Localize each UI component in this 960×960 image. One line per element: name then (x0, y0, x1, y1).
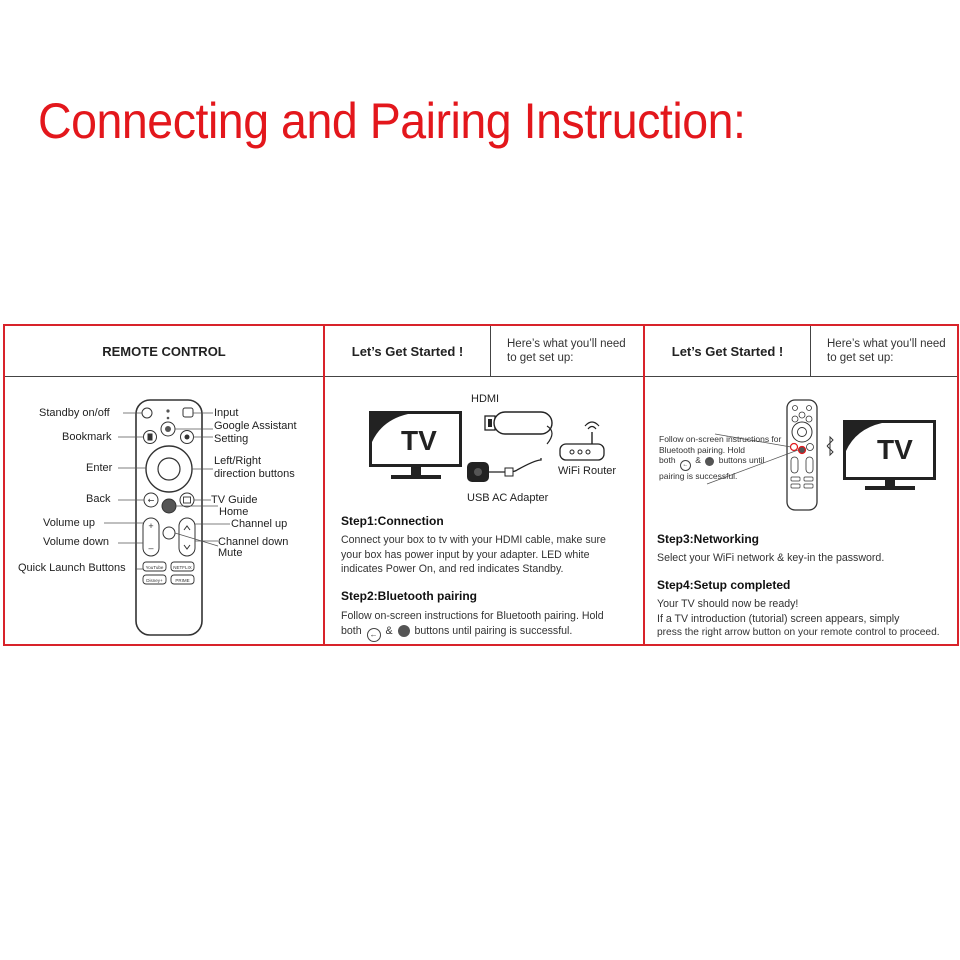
app-label-youtube: YouTube (145, 565, 164, 570)
highlighted-back-button (791, 444, 798, 451)
svg-text:←: ← (147, 496, 155, 505)
power-button (142, 408, 152, 418)
home-button-icon (705, 457, 714, 466)
label-enter: Enter (86, 462, 113, 474)
label-setting: Setting (214, 433, 249, 445)
label-standby: Standby on/off (39, 407, 110, 419)
home-button-icon (398, 625, 410, 637)
hdmi-stick-illustration (481, 408, 561, 448)
usb-adapter-label: USB AC Adapter (467, 492, 549, 504)
mute-button (163, 527, 175, 539)
app-label-disney: Disney+ (146, 578, 163, 583)
step2-title: Step2:Bluetooth pairing (341, 589, 477, 603)
label-left-right: Left/Right (214, 455, 262, 467)
wifi-router-label: WiFi Router (558, 465, 617, 477)
back-button-icon: ← (367, 628, 381, 642)
label-channel-down: Channel down (218, 536, 289, 548)
label-back: Back (86, 493, 111, 505)
back-button-icon: ← (680, 460, 691, 471)
label-quick-launch: Quick Launch Buttons (18, 562, 126, 574)
svg-text:+: + (148, 521, 154, 531)
step4-text: Your TV should now be ready! If a TV introduction (tutorial) screen appears, simply press the right arrow button on your remote control to proceed. (657, 598, 940, 638)
label-google-assistant: Google Assistant (214, 420, 297, 432)
what-you-need-text: Here’s what you’ll need to get set up: (827, 338, 946, 364)
page-title: Connecting and Pairing Instruction: (38, 93, 746, 149)
remote-illustration (5, 326, 323, 646)
what-you-need-text: Here’s what you’ll need to get set up: (507, 338, 626, 364)
mic-dot (167, 417, 170, 420)
usb-adapter-illustration (465, 456, 575, 491)
remote-control-heading: REMOTE CONTROL (102, 343, 226, 359)
panel-header (325, 326, 643, 377)
enter-button (158, 458, 180, 480)
label-volume-up: Volume up (43, 517, 95, 529)
step4-title: Step4:Setup completed (657, 578, 791, 592)
lets-get-started-heading: Let’s Get Started ! (351, 343, 464, 359)
label-volume-down: Volume down (43, 536, 110, 548)
step1-text: Connect your box to tv with your HDMI cable, make sure your box has power input by your adapter. LED white indicates Power On, and red indicates Standby. (341, 534, 606, 575)
label-tv-guide: TV Guide (211, 494, 258, 506)
label-bookmark: Bookmark (62, 431, 112, 443)
svg-text:–: – (148, 543, 154, 553)
remote-control-panel (5, 326, 325, 644)
step3-title: Step3:Networking (657, 532, 760, 546)
app-label-netflix: NETFLIX (173, 565, 192, 570)
tv-stand (385, 467, 447, 481)
step2-text: Follow on-screen instructions for Bluetooth pairing. Hold both ← & buttons until pairing is successful. (341, 609, 641, 642)
app-label-prime: PRIME (175, 578, 190, 583)
tv-label: TV (401, 425, 437, 456)
tv-stand (859, 480, 921, 492)
highlighted-home-button (799, 447, 806, 454)
led-dot (166, 409, 169, 412)
tv-label: TV (877, 434, 913, 465)
getting-started-panel-2 (645, 326, 957, 644)
step3-text: Select your WiFi network & key-in the password. (657, 552, 885, 564)
pairing-callout: Follow on-screen instructions for Bluetooth pairing. Hold both ← & buttons until pairing is successful. (659, 434, 782, 481)
hdmi-label: HDMI (471, 393, 500, 405)
guide-button (180, 493, 194, 507)
step1-title: Step1:Connection (341, 514, 444, 528)
label-channel-up: Channel up (231, 518, 288, 530)
small-remote-illustration (645, 326, 845, 526)
home-button (162, 499, 176, 513)
input-button (183, 408, 193, 417)
getting-started-panel-1 (325, 326, 645, 644)
instruction-sheet (3, 324, 959, 646)
lets-get-started-heading: Let’s Get Started ! (671, 343, 784, 359)
label-mute: Mute (218, 547, 243, 559)
label-home: Home (219, 506, 249, 518)
label-input: Input (214, 407, 239, 419)
label-direction-buttons: direction buttons (214, 468, 295, 480)
